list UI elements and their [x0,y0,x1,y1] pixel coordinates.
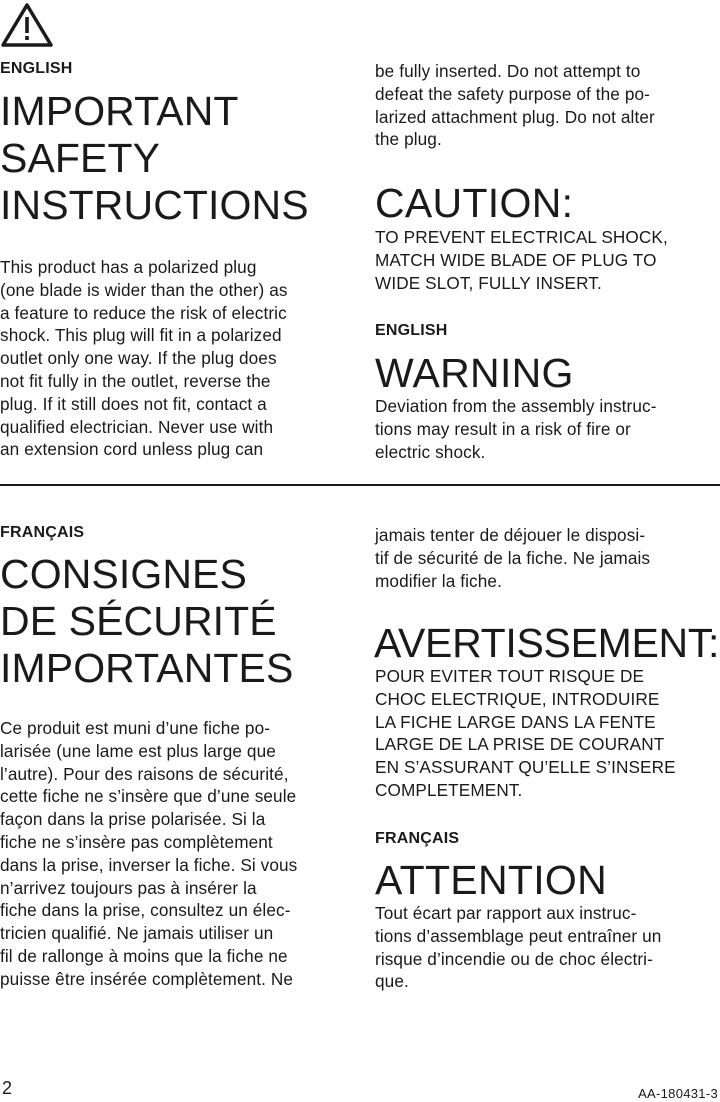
english-body-left: This product has a polarized plug (one blade is wider than the other) as a feature to reduce the risk of electric shock. This plug will fit in a polarized outlet only one way. If the plug does not fit fully in the outlet, reverse the plug. If it still does not fit, contact a qualified electrician. Never use with an extension cord unless plug can [0,257,288,460]
avertissement-text: POUR EVITER TOUT RISQUE DE CHOC ELECTRIQUE, INTRODUIRE LA FICHE LARGE DANS LA FENTE LARGE DE LA PRISE DE COURANT EN S’ASSURANT QU’ELLE S’INSERE COMPLETEMENT. [375,666,676,800]
english-body-right: be fully inserted. Do not attempt to defeat the safety purpose of the po- larized attachment plug. Do not alter the plug. [375,61,655,150]
attention-text: Tout écart par rapport aux instruc- tions d’assemblage peut entraîner un risque d’incendie ou de choc électri- que. [375,903,662,992]
french-body-left: Ce produit est muni d’une fiche po- larisée (une lame est plus large que l’autre). Pour des raisons de sécurité, cette fiche ne s’insère que d’une seule façon dans la prise polarisée. Si la fiche ne s’insère pas complètement dans la prise, inverser la fiche. Si vous n’arrivez toujours pas à insérer la fiche dans la prise, consultez un élec- tricien qualifié. Ne jamais utiliser un fil de rallonge à moins que la fiche ne puisse être insérée complètement. Ne [0,718,298,989]
caution-heading: CAUTION: [375,180,574,226]
caution-text: TO PREVENT ELECTRICAL SHOCK, MATCH WIDE BLADE OF PLUG TO WIDE SLOT, FULLY INSERT. [375,227,668,293]
avertissement-heading: AVERTISSEMENT: [374,620,720,666]
attention-heading: ATTENTION [375,857,607,903]
document-id: AA-180431-3 [638,1086,718,1101]
warning-heading: WARNING [375,350,574,396]
french-title: CONSIGNES DE SÉCURITÉ IMPORTANTES [0,551,294,691]
french-body-right: jamais tenter de déjouer le disposi- tif de sécurité de la fiche. Ne jamais modifier la fiche. [375,525,651,591]
english-title: IMPORTANT SAFETY INSTRUCTIONS [0,88,309,228]
warning-text: Deviation from the assembly instruc- tions may result in a risk of fire or electric shock. [375,396,657,462]
french-language-label: FRANÇAIS [0,524,85,541]
english-language-label-2: ENGLISH [375,322,448,339]
english-language-label: ENGLISH [0,60,73,77]
warning-triangle-icon [0,2,54,48]
french-language-label-2: FRANÇAIS [375,830,460,847]
section-divider [0,484,720,486]
page-number: 2 [2,1078,13,1098]
